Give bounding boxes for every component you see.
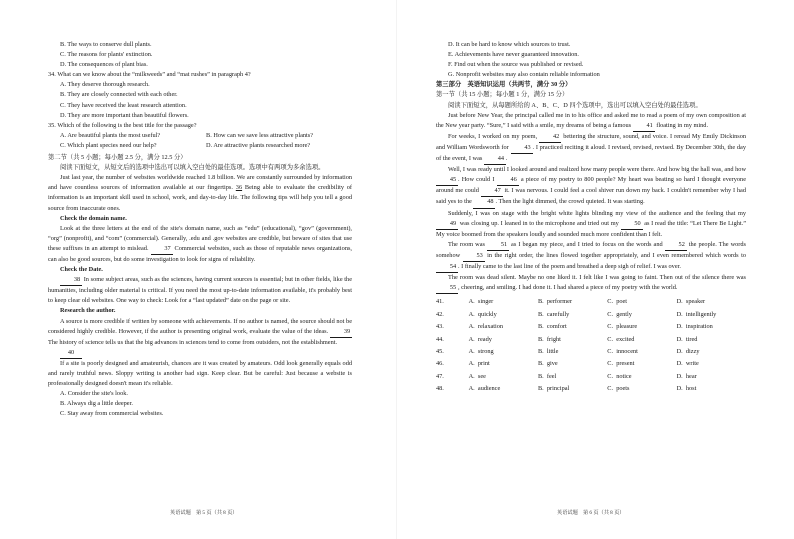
choice-d: D. inspiration — [676, 323, 713, 331]
blank-42: 42 — [539, 132, 561, 143]
choice-c: C. pleasure — [607, 323, 638, 331]
heading-domain-name: Check the domain name. — [60, 214, 127, 222]
section-2-title: 第二节（共 5 小题；每小题 2.5 分，满分 12.5 分） — [48, 154, 187, 162]
passage-text: Suddenly, I was on stage with the bright white lights blinding my view of the audience and the feeling that my — [448, 209, 746, 217]
option-d: D. It can be hard to know which sources to trust. — [448, 41, 571, 48]
passage-text: The room was dead silent. Maybe no one liked it. I felt like I was going to faint. Then out of the silence there was — [448, 274, 746, 282]
passage-text: . How could I — [458, 176, 497, 184]
choice-b: B. principal — [537, 385, 570, 393]
choice-a: A. see — [468, 372, 486, 380]
choice-a: A. relaxation — [468, 323, 504, 331]
choice-a: A. print — [468, 360, 490, 368]
q34-option-d: D. They are more important than beautiful flowers. — [60, 111, 189, 119]
choice-row — [436, 383, 746, 395]
choice-d: D. write — [676, 360, 699, 368]
choice-row — [436, 358, 746, 370]
choice-c: C. poet — [607, 298, 628, 306]
heading-research-author: Research the author. — [60, 307, 116, 315]
choice-b: B. comfort — [537, 323, 567, 331]
blank-46: 46 — [497, 175, 519, 186]
choices-table — [436, 296, 746, 395]
choice-b: B. give — [537, 360, 558, 368]
q35-option-d: D. Are attractive plants researched more? — [206, 141, 311, 149]
cloze-paragraph — [436, 240, 746, 273]
passage-text: it. I was nervous. I could feel a cool shiver run down my back. I couldn't remember why I had said yes to the — [436, 187, 747, 206]
choice-d: D. host — [676, 385, 697, 393]
blank-51: 51 — [487, 240, 509, 251]
choice-c: C. notice — [607, 372, 632, 380]
part-3-title: 第三部分 英语知识运用（共两节，满分 30 分） — [436, 81, 572, 89]
question-35: 35. Which of the following is the best title for the passage? — [48, 121, 197, 129]
option-g: G. Nonprofit websites may also contain reliable information — [448, 71, 600, 79]
q34-option-c: C. They have received the least research attention. — [60, 101, 187, 109]
q34-option-a: A. They deserve thorough research. — [60, 81, 150, 89]
section-1-title: 第一节（共 15 小题；每小题 1 分，满分 15 分） — [436, 91, 569, 99]
passage-text: . I practiced reciting it aloud. I revised, revised, revised. By December 30th, the day of the event, I was — [436, 143, 746, 163]
blank-47: 47 — [481, 186, 503, 197]
choice-row — [436, 371, 746, 383]
passage-text: . — [505, 155, 508, 163]
option-b: B. Always dig a little deeper. — [60, 400, 133, 408]
passage-paragraph-1: Just last year, the number of websites worldwide reached 1.8 billion. We are constantly surrounded by information and have countless sources of information available at our fingertips. 36 Being able to evaluate the credibility of information is an important skill used in school, work, and day-to-day life. The following tips will help you tell a good source from inaccurate ones. — [48, 174, 353, 212]
question-number: 44. — [436, 335, 444, 343]
q35-options-row-1 — [48, 131, 352, 141]
choice-d: D. speaker — [676, 298, 706, 306]
passage-text: was closing up. I leaned in to the microphone and tried out my — [458, 219, 621, 227]
choice-b: B. little — [537, 347, 559, 355]
choice-b: B. performer — [537, 298, 573, 306]
option-a: A. Consider the site's look. — [60, 390, 128, 398]
blank-37: 37 — [151, 244, 173, 255]
cloze-paragraph — [436, 273, 746, 294]
choice-c: C. gently — [607, 310, 632, 318]
choice-b: B. feel — [537, 372, 557, 380]
blank-41: 41 — [633, 121, 655, 132]
q33-option-d: D. The consequences of plant bias. — [60, 61, 148, 69]
passage-text: , cheering, and smiling. I had done it. I had shared a piece of my poetry with the world. — [458, 284, 678, 292]
choice-c: C. excited — [607, 335, 635, 343]
q35-option-a: A. Are beautiful plants the most useful? — [60, 131, 161, 139]
blank-40-line — [48, 348, 352, 359]
choice-d: D. tired — [676, 335, 698, 343]
question-number: 46. — [436, 360, 444, 368]
passage-text: . I finally came to the last line of the poem and breathed a deep sigh of relief. I was over. — [458, 262, 681, 270]
blank-54: 54 — [436, 262, 458, 273]
section-1-instruction: 阅读下面短文，从每题所给的 A、B、C、D 四个选项中，选出可以填入空白处的最佳选项。 — [448, 101, 702, 109]
passage-text: a piece of my poetry to 800 people? My heart was beating so hard I thought everyone around me could — [436, 176, 746, 195]
section-2-instruction: 阅读下面短文，从短文后的选项中选出可以填入空白处的最佳选项。选项中有两项为多余选项。 — [60, 164, 325, 172]
cloze-paragraph — [436, 165, 746, 208]
choice-d: D. hear — [676, 372, 697, 380]
q35-option-b: B. How can we save less attractive plants? — [206, 131, 314, 139]
choice-row — [436, 296, 746, 308]
option-f: F. Find out when the source was published or revised. — [448, 61, 584, 69]
q35-option-c: C. Which plant species need our help? — [60, 141, 157, 149]
passage-text: the people. The words somehow — [436, 240, 746, 259]
heading-check-date: Check the Date. — [60, 266, 103, 274]
question-number: 48. — [436, 385, 444, 393]
q35-options-row-2 — [48, 141, 352, 151]
right-column — [436, 40, 746, 395]
passage-paragraph-4: A source is more credible if written by someone with achievements. If no author is named, the source should not be considered highly credible. However, if the author is presenting original work, evaluate the value of the ideas. 39 The history of science tells us that the big advances in sciences tend to come from outsiders, not the establishment. — [48, 317, 352, 346]
blank-36: 36 — [235, 184, 243, 192]
passage-text: Well, I was ready until I looked around and realized how many people were there. And how big the hall was, and how — [448, 166, 746, 174]
choice-d: D. intelligently — [676, 310, 717, 318]
question-number: 41. — [436, 298, 444, 306]
option-e: E. Achievements have never guaranteed innovation. — [448, 51, 579, 59]
passage-text: floating in my mind. — [654, 121, 709, 129]
passage-text: For weeks, I worked on my poem, — [448, 132, 540, 140]
choice-row — [436, 309, 746, 321]
blank-48: 48 — [473, 197, 495, 208]
blank-39: 39 — [330, 327, 352, 338]
question-number: 43. — [436, 323, 444, 331]
choice-b: B. fright — [537, 335, 561, 343]
passage-paragraph-2: Look at the three letters at the end of the site's domain name, such as “edu” (educational), “gov” (government), “org” (nonprofit), and “com” (commercial). Generally, .edu and .gov websites are credible, but beware of sites that use these suffixes in an attempt to mislead. 37 Commercial websites, such as those of reputable news organizations, can also be good sources, but do some investigation to look for signs of reliability. — [48, 224, 352, 263]
choice-a: A. ready — [468, 335, 492, 343]
left-column — [48, 40, 352, 419]
blank-53: 53 — [463, 251, 485, 262]
page-footer-6: 英语试题 第 6 页（共 8 页） — [557, 510, 625, 516]
cloze-paragraph — [436, 111, 746, 132]
q34-option-b: B. They are closely connected with each other. — [60, 91, 178, 99]
blank-50: 50 — [621, 219, 643, 230]
choice-row — [436, 333, 746, 345]
exam-page-6 — [397, 0, 794, 539]
choice-row — [436, 346, 746, 358]
q33-option-c: C. The reasons for plants' extinction. — [60, 51, 153, 59]
passage-paragraph-3: 38 In some subject areas, such as the sciences, having current sources is essential; but in other fields, like the humanities, including older material is critical. If you need the most up-to-date information available, it's probably best to keep clear old websites. One way to check: Look for a “last updated” date on the page or site. — [48, 276, 352, 305]
blank-43: 43 — [511, 143, 533, 154]
choice-b: B. carefully — [537, 310, 570, 318]
question-number: 45. — [436, 347, 444, 355]
passage-text: The room was — [448, 240, 488, 248]
passage-paragraph-5: If a site is poorly designed and amateurish, chances are it was created by amateurs. Odd look generally equals odd and rarely truthful news. Sloppy writing is another bad sign. Keep clear. But be careful: Just because a website is professionally designed doesn't mean it's reliable. — [48, 359, 352, 388]
choice-a: A. strong — [468, 347, 494, 355]
passage-text: as I read the title: “Let There Be Light.” My voice boomed from the speakers loudly and sounded much more confident than I felt. — [436, 219, 746, 238]
passage-text: Just before New Year, the principal called me in to his office and asked me to read a poem of my own composition at the New year party. “Sure,” I said with a smile, my dreams of being a famous — [436, 111, 746, 129]
choice-c: C. present — [607, 360, 635, 368]
choice-a: A. singer — [468, 298, 494, 306]
cloze-paragraph — [436, 209, 746, 240]
passage-text: bettering the structure, sound, and voice. I reread My Emily Dickinson and William Wordsworth for — [436, 132, 747, 151]
option-c: C. Stay away from commercial websites. — [60, 410, 164, 418]
choice-row — [436, 321, 746, 333]
choice-c: C. poets — [607, 385, 630, 393]
choice-a: A. audience — [468, 385, 501, 393]
passage-text: . Then the light dimmed, the crowd quieted. It was starting. — [495, 198, 645, 206]
passage-text: in the right order, the lines flowed together appropriately, and I even remembered which words to — [484, 251, 747, 259]
cloze-passage — [436, 111, 746, 295]
q33-option-b: B. The ways to conserve dull plants. — [60, 41, 152, 48]
blank-40: 40 — [60, 348, 82, 359]
choice-c: C. innocent — [607, 347, 638, 355]
blank-38: 38 — [60, 275, 82, 286]
question-number: 42. — [436, 310, 444, 318]
blank-45: 45 — [436, 175, 458, 186]
question-34: 34. What can we know about the “milkweeds” and “mat rushes” in paragraph 4? — [48, 71, 251, 79]
passage-text: as I began my piece, and I tried to focus on the words and — [509, 240, 665, 248]
choice-d: D. dizzy — [676, 347, 700, 355]
blank-52: 52 — [665, 240, 687, 251]
blank-55: 55 — [436, 283, 458, 294]
page-footer-5: 英语试题 第 5 页（共 8 页） — [170, 510, 238, 516]
blank-44: 44 — [484, 154, 506, 165]
blank-49: 49 — [436, 219, 458, 230]
question-number: 47. — [436, 372, 444, 380]
choice-a: A. quickly — [468, 310, 497, 318]
cloze-paragraph — [436, 132, 746, 165]
